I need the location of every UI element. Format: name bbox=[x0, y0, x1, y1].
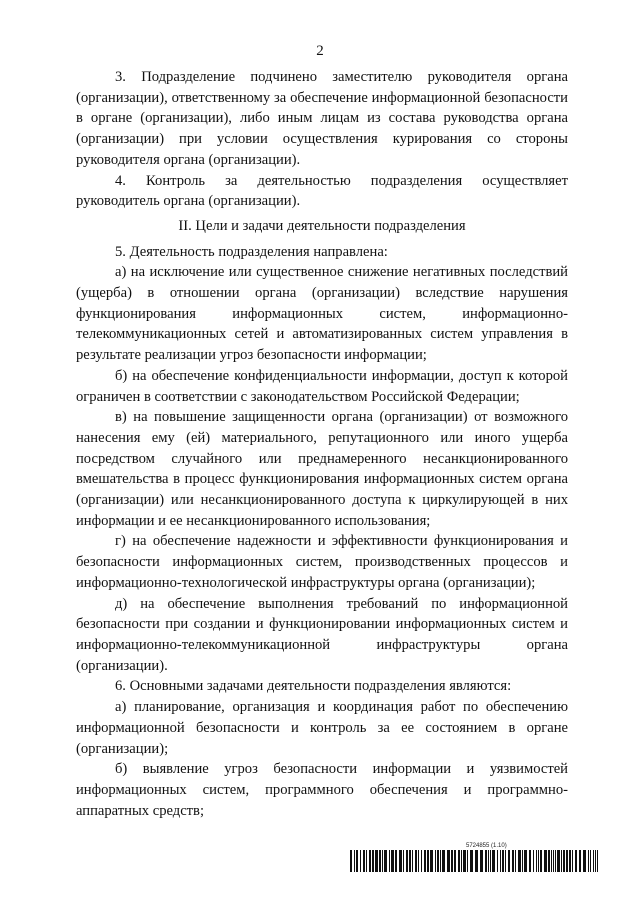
section-heading: II. Цели и задачи деятельности подразделения bbox=[178, 217, 466, 234]
paragraph-5a: а) на исключение или существенное снижение негативных последствий (ущерба) в отношении органа (организации) вследствие нарушения функционирования информационных систем, информационно-телекоммуникационных сетей и автоматизированных систем управления в результате реализации угроз безопасности информации; bbox=[76, 264, 568, 364]
paragraph-3: 3. Подразделение подчинено заместителю руководителя органа (организации), ответственному за обеспечение информационной безопасности в органе (организации), либо иным лицам из состава руководства органа (организации) при условии осуществления курирования со стороны руководителя органа (организации). bbox=[76, 69, 568, 168]
document-id-label: 5724855 (1.10) bbox=[466, 843, 507, 849]
paragraph-5v: в) на повышение защищенности органа (организации) от возможного нанесения ему (ей) материального, репутационного или иного ущерба посредством случайного или преднамеренного несанкционированного вмешательства в процесс функционирования информационных систем органа (организации) или несанкционированного доступа к циркулирующей в них информации и ее несанкционированного использования; bbox=[76, 409, 568, 529]
paragraph-6a: а) планирование, организация и координация работ по обеспечению информационной безопасности и контроль за ее состоянием в органе (организации); bbox=[76, 699, 568, 757]
document-body bbox=[76, 67, 568, 821]
paragraph-4: 4. Контроль за деятельностью подразделения осуществляет руководитель органа (организации). bbox=[76, 172, 568, 210]
paragraph-5: 5. Деятельность подразделения направлена: bbox=[115, 243, 388, 260]
barcode-image bbox=[350, 850, 600, 872]
paragraph-6b: б) выявление угроз безопасности информации и уязвимостей информационных систем, программного обеспечения и программно-аппаратных средств; bbox=[76, 761, 568, 819]
paragraph-5b: б) на обеспечение конфиденциальности информации, доступ к которой ограничен в соответствии с законодательством Российской Федерации; bbox=[76, 367, 568, 405]
paragraph-6: 6. Основными задачами деятельности подразделения являются: bbox=[115, 678, 512, 695]
paragraph-5d: д) на обеспечение выполнения требований по информационной безопасности при создании и функционировании информационных систем и информационно-телекоммуникационной инфраструктуры органа (организации). bbox=[76, 595, 568, 674]
paragraph-5g: г) на обеспечение надежности и эффективности функционирования и безопасности информационных систем, производственных процессов и информационно-технологической инфраструктуры органа (организации); bbox=[76, 533, 568, 591]
page-number: 2 bbox=[316, 43, 324, 59]
